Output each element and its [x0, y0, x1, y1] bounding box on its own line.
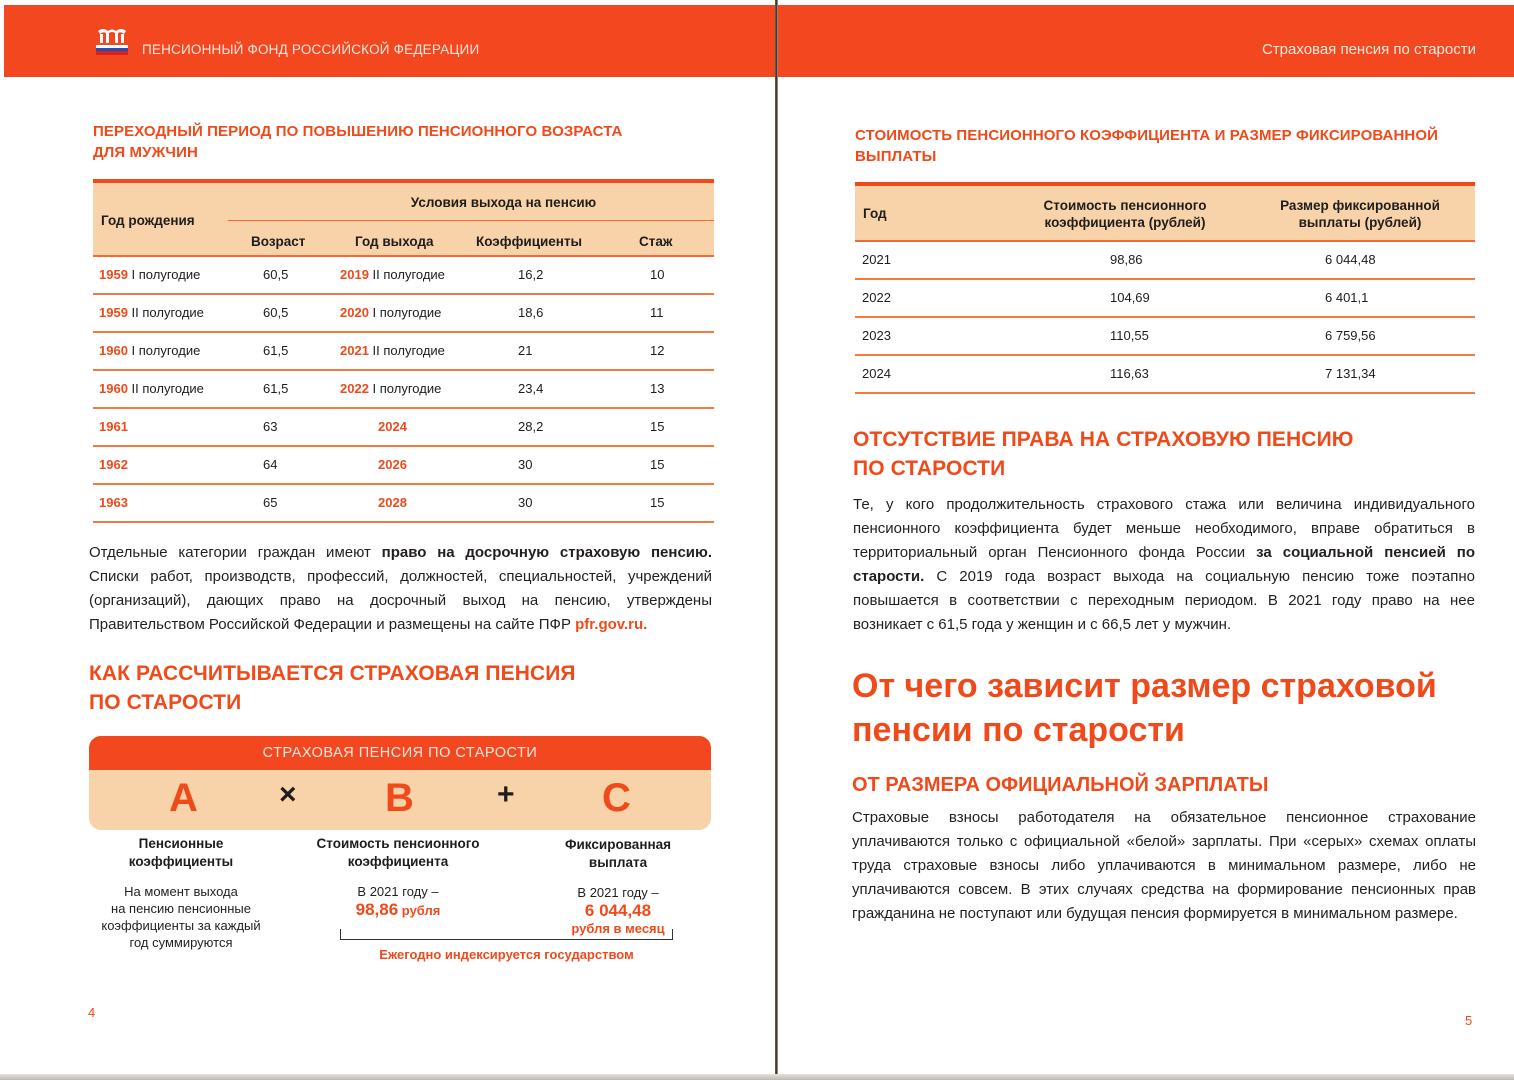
unit: рубля: [398, 903, 441, 918]
table-row: [93, 447, 714, 485]
header-cost: [1035, 197, 1215, 231]
birth-cell: [99, 381, 204, 396]
coef-cell: 21: [518, 343, 533, 358]
fixed-cell: 6 401,1: [1325, 290, 1369, 305]
formula-col-b: [305, 835, 491, 920]
birth-year: 1962: [99, 457, 128, 472]
birth-half: I полугодие: [127, 343, 201, 358]
formula-a: A: [169, 776, 198, 820]
table-row: [855, 356, 1475, 394]
title-line: СТОИМОСТЬ ПЕНСИОННОГО КОЭФФИЦИЕНТА И РАЗМЕР ФИКСИРОВАННОЙ: [855, 127, 1438, 144]
section-title-size-factors: [852, 664, 1437, 752]
year-cell: 2024: [862, 366, 891, 381]
birth-cell: [99, 457, 128, 472]
table-row: [93, 257, 714, 295]
exit-cell: [340, 343, 445, 358]
birth-half: II полугодие: [127, 305, 204, 320]
value: 6 044,48: [584, 901, 652, 920]
title-line: ПЕРЕХОДНЫЙ ПЕРИОД ПО ПОВЫШЕНИЮ ПЕНСИОННОГО ВОЗРАСТА: [93, 123, 623, 140]
fixed-cell: 7 131,34: [1325, 366, 1376, 381]
exit-year: 2026: [378, 457, 407, 472]
title-line: От чего зависит размер страховой: [852, 667, 1437, 705]
exit-year: 2021: [340, 343, 369, 358]
stazh-cell: 10: [650, 267, 665, 282]
section-title-no-right: [853, 425, 1354, 483]
col-title: коэффициента: [347, 854, 449, 869]
title-line: КАК РАССЧИТЫВАЕТСЯ СТРАХОВАЯ ПЕНСИЯ: [89, 662, 576, 685]
age-cell: 63: [263, 419, 278, 434]
header-year: Год: [863, 206, 887, 221]
indexation-label: Ежегодно индексируется государством: [379, 947, 634, 962]
birth-year: 1961: [99, 419, 128, 434]
birth-year: 1960: [99, 343, 128, 358]
table-row: [93, 485, 714, 523]
exit-half: II полугодие: [368, 267, 445, 282]
header-birth-year: Год рождения: [101, 213, 195, 228]
col-desc: В 2021 году –: [357, 884, 439, 899]
cost-cell: 116,63: [1110, 366, 1149, 381]
header-exit-year: Год выхода: [355, 234, 434, 249]
header-line: Размер фиксированной: [1280, 198, 1440, 213]
coef-cell: 28,2: [518, 419, 544, 434]
cost-cell: 110,55: [1110, 328, 1149, 343]
exit-cell: [340, 267, 445, 282]
birth-cell: [99, 305, 204, 320]
age-cell: 60,5: [263, 267, 289, 282]
age-cell: 64: [263, 457, 278, 472]
table-row: [855, 318, 1475, 356]
plus-icon: +: [497, 778, 515, 811]
page-number-right: 5: [1465, 1013, 1473, 1028]
age-cell: 61,5: [263, 343, 289, 358]
col-desc: В 2021 году –: [577, 885, 659, 900]
value: 98,86: [355, 900, 399, 919]
section-title-calculation: [89, 659, 576, 717]
header-stazh: Стаж: [639, 234, 673, 249]
table-header: [93, 179, 714, 257]
fixed-cell: 6 759,56: [1325, 328, 1376, 343]
social-pension-paragraph: [853, 493, 1475, 637]
header-line: выплаты (рублей): [1298, 215, 1422, 230]
header-line: Стоимость пенсионного: [1043, 198, 1207, 213]
formula-c: C: [602, 776, 631, 820]
age-cell: 60,5: [263, 305, 289, 320]
formula-body: [89, 770, 711, 830]
col-title: коэффициенты: [128, 854, 234, 869]
table-row: [855, 280, 1475, 318]
stazh-cell: 15: [650, 457, 665, 472]
cost-cell: 104,69: [1110, 290, 1150, 305]
stazh-cell: 11: [650, 305, 664, 320]
birth-cell: [99, 495, 128, 510]
desc-line: на пенсию пенсионные: [111, 901, 251, 916]
title-line: ВЫПЛАТЫ: [855, 148, 937, 165]
text: Отдельные категории граждан имеют: [89, 544, 382, 561]
text: С 2019 года возраст выхода на социальную пенсию тоже поэтапно повышается в соответствии с переходным периодом. В 2021 году право на нее возникает с 61,5 года у женщин и с 66,5 лет у мужчин.: [853, 568, 1475, 633]
birth-year: 1960: [99, 381, 128, 396]
header-coefficients: Коэффициенты: [476, 234, 583, 249]
title-line: ПО СТАРОСТИ: [853, 457, 1006, 480]
header-line: коэффициента (рублей): [1044, 215, 1206, 230]
section-title-coef-cost: [855, 125, 1438, 167]
table-row: [855, 242, 1475, 280]
exit-year: 2028: [378, 495, 407, 510]
header-conditions: Условия выхода на пенсию: [410, 195, 597, 210]
col-value: [305, 900, 491, 920]
formula-box: [89, 736, 711, 830]
header-divider: [228, 220, 714, 221]
coef-cell: 23,4: [518, 381, 544, 396]
bold-text: за социальной пенсией по старости.: [853, 544, 1475, 585]
col-desc: [100, 883, 262, 951]
header-fixed: [1265, 197, 1455, 231]
table-header: [855, 182, 1475, 242]
coef-cost-table: [855, 182, 1475, 394]
table-row: [93, 409, 714, 447]
year-cell: 2023: [862, 328, 891, 343]
pfr-link[interactable]: pfr.gov.ru.: [575, 616, 648, 633]
title-line: ОТСУТСТВИЕ ПРАВА НА СТРАХОВУЮ ПЕНСИЮ: [853, 428, 1354, 451]
birth-cell: [99, 267, 200, 282]
birth-year: 1959: [99, 305, 128, 320]
cost-cell: 98,86: [1110, 252, 1143, 267]
birth-cell: [99, 343, 200, 358]
text: Те, у кого продолжительность страхового стажа или величина индивидуального пенсионного коэффициента будет меньше необходимого, вправе обратиться в территориальный орган Пенсионного фонда России: [853, 496, 1475, 561]
exit-year: 2020: [340, 305, 369, 320]
formula-col-c: [538, 836, 698, 936]
exit-half: I полугодие: [368, 305, 442, 320]
desc-line: На момент выхода: [124, 884, 238, 899]
birth-cell: [99, 419, 128, 434]
section-title-transition: [93, 121, 623, 163]
text: Списки работ, производств, профессий, должностей, специальностей, учреждений (организаций), дающих право на досрочный выход на пенсию, утверждены Правительством Российской Федерации и размещены на сайте ПФР: [89, 568, 712, 633]
salary-paragraph: Страховые взносы работодателя на обязательное пенсионное страхование уплачиваются только с официальной «белой» зарплаты. При «серых» схемах оплаты труда страховые взносы либо уплачиваются в минимальном размере, либо не уплачиваются совсем. В этих случаях средства на формирование пенсионных прав гражданина не поступают или будущая пенсия формируется в минимальном размере.: [852, 809, 1476, 922]
coef-cell: 30: [518, 457, 533, 472]
stazh-cell: 15: [650, 419, 665, 434]
birth-year: 1963: [99, 495, 128, 510]
birth-half: II полугодие: [127, 381, 204, 396]
unit: рубля в месяц: [571, 921, 665, 936]
pfr-logo-icon: [94, 27, 130, 59]
fixed-cell: 6 044,48: [1325, 252, 1376, 267]
formula-col-a: [100, 835, 262, 951]
exit-half: I полугодие: [368, 381, 442, 396]
exit-year: 2019: [340, 267, 369, 282]
age-cell: 65: [263, 495, 278, 510]
exit-year: 2024: [378, 419, 407, 434]
exit-year: 2022: [340, 381, 369, 396]
age-cell: 61,5: [263, 381, 289, 396]
header-age: Возраст: [251, 234, 306, 249]
multiply-icon: ×: [279, 778, 297, 811]
transition-table: [93, 179, 714, 523]
col-title: Пенсионные: [138, 836, 224, 851]
table-row: [93, 333, 714, 371]
exit-cell: [378, 457, 407, 472]
coef-cell: 16,2: [518, 267, 544, 282]
bold-text: право на досрочную страховую пенсию.: [381, 544, 712, 561]
year-cell: 2021: [862, 252, 891, 267]
title-line: пенсии по старости: [852, 711, 1185, 749]
formula-b: B: [385, 776, 414, 820]
table-row: [93, 371, 714, 409]
page-bottom-edge: [0, 1074, 1514, 1080]
formula-header: СТРАХОВАЯ ПЕНСИЯ ПО СТАРОСТИ: [89, 736, 711, 770]
title-line: ДЛЯ МУЖЧИН: [93, 144, 198, 161]
early-pension-paragraph: [89, 541, 712, 637]
birth-half: I полугодие: [127, 267, 201, 282]
exit-cell: [378, 495, 407, 510]
exit-half: II полугодие: [368, 343, 445, 358]
indexation-bracket: [340, 929, 673, 940]
coef-cell: 30: [518, 495, 533, 510]
stazh-cell: 12: [650, 343, 665, 358]
org-name: ПЕНСИОННЫЙ ФОНД РОССИЙСКОЙ ФЕДЕРАЦИИ: [142, 42, 480, 57]
birth-year: 1959: [99, 267, 128, 282]
subtitle-official-salary: ОТ РАЗМЕРА ОФИЦИАЛЬНОЙ ЗАРПЛАТЫ: [852, 774, 1269, 796]
table-row: [93, 295, 714, 333]
stazh-cell: 15: [650, 495, 665, 510]
col-title: выплата: [588, 855, 648, 870]
desc-line: год суммируются: [129, 935, 233, 950]
page-number-left: 4: [88, 1005, 96, 1020]
col-title: Фиксированная: [564, 837, 672, 852]
exit-cell: [340, 305, 441, 320]
desc-line: коэффициенты за каждый: [101, 918, 261, 933]
year-cell: 2022: [862, 290, 891, 305]
col-title: Стоимость пенсионного: [316, 836, 480, 851]
stazh-cell: 13: [650, 381, 665, 396]
section-name: Страховая пенсия по старости: [1261, 41, 1476, 58]
exit-cell: [378, 419, 407, 434]
coef-cell: 18,6: [518, 305, 544, 320]
title-line: ПО СТАРОСТИ: [89, 691, 242, 714]
exit-cell: [340, 381, 441, 396]
